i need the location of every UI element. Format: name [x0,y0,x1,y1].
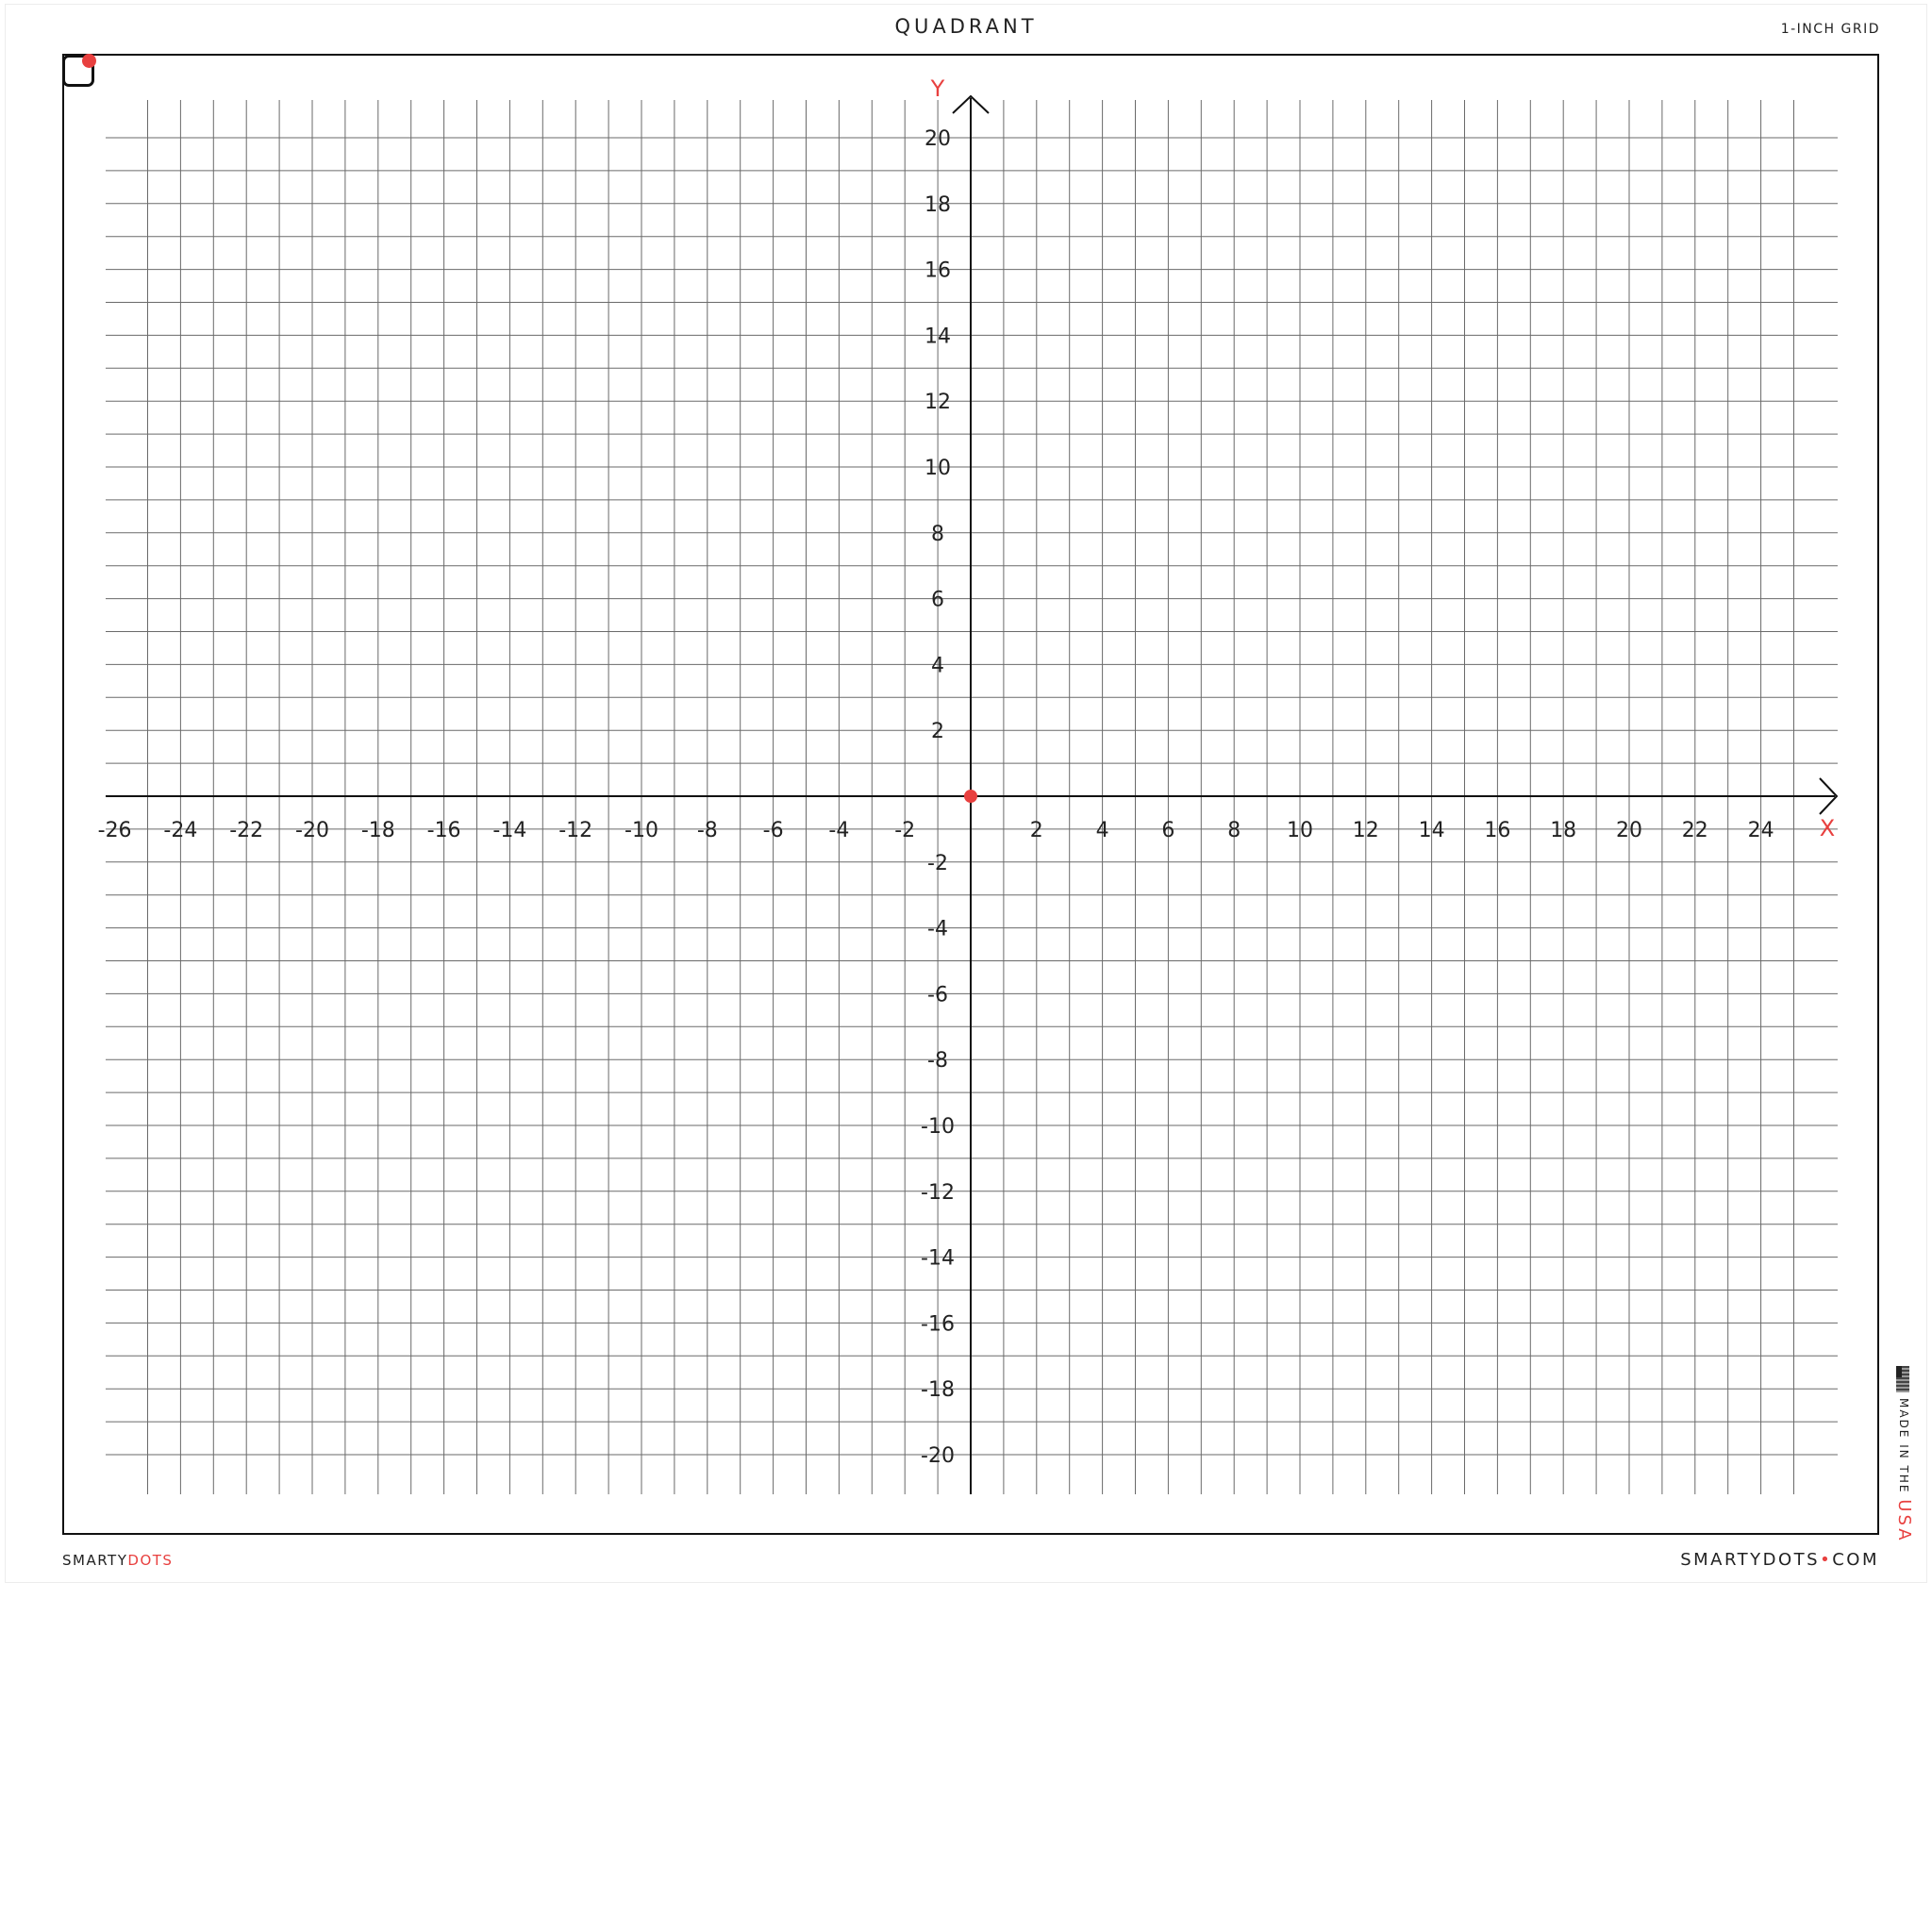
brand-left-main: SMARTY [62,1552,128,1569]
y-tick-label: 16 [924,258,951,283]
x-tick-label: -16 [426,819,461,842]
y-axis-label: Y [930,75,945,102]
brand-right-separator: • [1820,1550,1833,1570]
y-tick-label: -8 [927,1049,948,1074]
x-tick-label: -22 [229,819,264,842]
y-tick-label: -6 [927,983,948,1008]
x-tick-label: 14 [1418,819,1445,842]
x-tick-label: -8 [696,819,718,842]
y-tick-label: -18 [921,1378,955,1403]
x-tick-label: 16 [1484,819,1511,842]
x-tick-label: 18 [1550,819,1577,842]
x-tick-label: -2 [894,819,916,842]
y-tick-label: -2 [927,851,948,875]
y-tick-label: 6 [931,588,944,612]
y-tick-label: -12 [921,1180,955,1205]
x-tick-label: -26 [97,819,132,842]
x-tick-label: 24 [1747,819,1774,842]
x-tick-label: 20 [1616,819,1642,842]
y-tick-label: 8 [931,522,944,546]
brand-left-accent: DOTS [127,1552,174,1569]
made-in-label: MADE IN THE [1897,1398,1910,1494]
x-tick-label: 8 [1227,819,1241,842]
y-tick-label: -16 [921,1312,955,1337]
y-tick-label: 4 [931,654,944,678]
x-tick-label: 6 [1161,819,1175,842]
y-tick-label: -4 [927,917,948,941]
x-tick-label: 12 [1352,819,1379,842]
page-title: QUADRANT [894,15,1038,38]
page-subtitle: 1-INCH GRID [1780,22,1880,37]
brand-logo-left [62,1552,173,1569]
x-tick-label: -24 [163,819,198,842]
brand-right-tld: COM [1832,1550,1879,1570]
x-tick-label: -20 [295,819,329,842]
x-tick-label: -12 [558,819,593,842]
brand-website [1680,1550,1879,1570]
y-tick-label: 12 [924,391,951,415]
y-tick-label: 20 [924,127,951,151]
brand-right-main: SMARTYDOTS [1680,1550,1821,1570]
x-tick-label: -6 [762,819,784,842]
y-tick-label: 14 [924,325,951,349]
made-in-usa-label: USA [1894,1499,1914,1543]
y-tick-label: 18 [924,192,951,217]
x-tick-label: -10 [625,819,658,842]
y-tick-label: 10 [924,457,951,480]
y-tick-label: -14 [921,1246,955,1271]
x-tick-label: -4 [828,819,850,842]
origin-point [964,790,977,803]
x-tick-label: -14 [492,819,527,842]
data-points [964,790,977,803]
made-in-usa-badge [1892,1366,1921,1543]
x-tick-label: -18 [360,819,395,842]
y-tick-label: -20 [921,1444,955,1468]
y-tick-label: 2 [931,720,944,744]
x-tick-label: 22 [1681,819,1708,842]
made-in-text [1894,1398,1914,1543]
x-tick-label: 4 [1095,819,1109,842]
us-flag-icon [1896,1366,1909,1392]
x-tick-label: 2 [1029,819,1043,842]
y-tick-label: -10 [921,1115,955,1139]
x-axis-label: X [1819,815,1836,841]
tick-labels [98,75,1836,1468]
x-tick-label: 10 [1287,819,1313,842]
